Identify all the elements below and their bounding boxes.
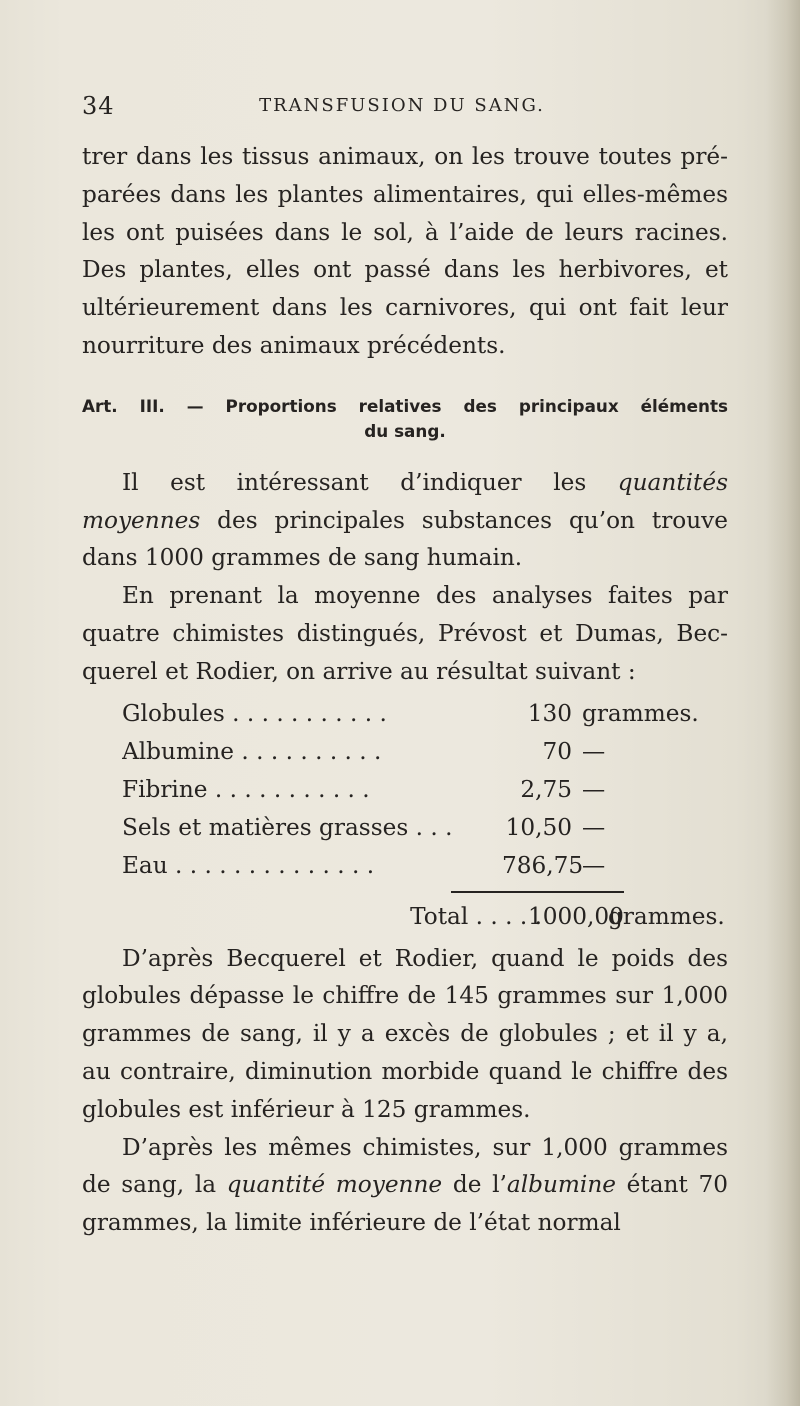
running-title: TRANSFUSION DU SANG. — [259, 95, 545, 116]
total-unit: grammes. — [608, 902, 725, 930]
total-value: 1000,00 — [528, 902, 624, 930]
row-unit: — — [582, 775, 606, 803]
row-label: Albumine . . . . . . . . . . — [122, 737, 382, 765]
paragraph-2-italic: quantités moyennes — [82, 468, 728, 534]
row-value: 786,75 — [502, 851, 584, 879]
paragraph-2-text-a: Il est intéressant d’indiquer les — [122, 468, 618, 496]
row-unit: grammes. — [582, 699, 699, 727]
page-number: 34 — [82, 92, 115, 120]
row-unit: — — [582, 851, 606, 879]
row-unit: — — [582, 813, 606, 841]
row-value: 70 — [542, 737, 572, 765]
table-row — [122, 809, 728, 847]
composition-table — [122, 695, 728, 938]
row-unit: — — [582, 737, 606, 765]
row-label: Sels et matières grasses . . . — [122, 813, 453, 841]
row-value: 130 — [527, 699, 572, 727]
paragraph-5-italic-2: albumine — [506, 1171, 616, 1199]
table-row — [122, 771, 728, 809]
paragraph-3: En prenant la moyenne des analyses faites par quatre chimistes distingués, Prévost et Dumas, Bec-querel et Rodier, on arrive au résultat suivant : — [82, 582, 728, 685]
row-label: Fibrine . . . . . . . . . . . — [122, 775, 370, 803]
paragraph-5-text-b: de l’ — [442, 1171, 507, 1199]
paragraph-5 — [82, 1129, 728, 1242]
page-body — [82, 138, 728, 1242]
total-label: Total . . . . . — [410, 902, 542, 930]
row-value: 2,75 — [520, 775, 572, 803]
row-label: Globules . . . . . . . . . . . — [122, 699, 387, 727]
article-heading — [82, 394, 728, 444]
paragraph-5-text-a: D’après les mêmes chimistes, sur 1,000 grammes de sang, la — [82, 1133, 728, 1199]
article-heading-line-2: du sang. — [364, 420, 446, 441]
row-label: Eau . . . . . . . . . . . . . . — [122, 851, 375, 879]
table-row — [122, 847, 728, 885]
page-header — [82, 92, 722, 122]
article-heading-line-1: Art. III. — Proportions relatives des principaux éléments — [82, 395, 728, 416]
paragraph-5-italic-1: quantité moyenne — [226, 1171, 443, 1199]
table-row — [122, 733, 728, 771]
paragraph-4: D’après Becquerel et Rodier, quand le poids des globules dépasse le chiffre de 145 grammes sur 1,000 grammes de sang, il y a excès de globules ; et il y a, au contraire, diminution morbide quand le chiffre des globules est inférieur à 125 grammes. — [82, 944, 728, 1123]
table-total-row — [122, 896, 728, 938]
page-edge-shadow — [766, 0, 800, 1406]
paragraph-2-text-b: des principales substances qu’on trouve dans 1000 grammes de sang humain. — [82, 506, 728, 572]
sum-rule — [451, 891, 624, 893]
paragraph-2 — [82, 464, 728, 577]
paragraph-1: trer dans les tissus animaux, on les trouve toutes pré-parées dans les plantes alimentaires, qui elles-mêmes les ont puisées dans le sol, à l’aide de leurs racines. Des plantes, elles ont passé dans les herbivores, et ultérieurement dans les carnivores, qui ont fait leur nourriture des animaux précédents. — [82, 143, 728, 359]
paragraph-5-text-c: étant 70 grammes, la limite inférieure de l’état normal — [82, 1171, 728, 1237]
row-value: 10,50 — [505, 813, 572, 841]
table-row — [122, 695, 728, 733]
